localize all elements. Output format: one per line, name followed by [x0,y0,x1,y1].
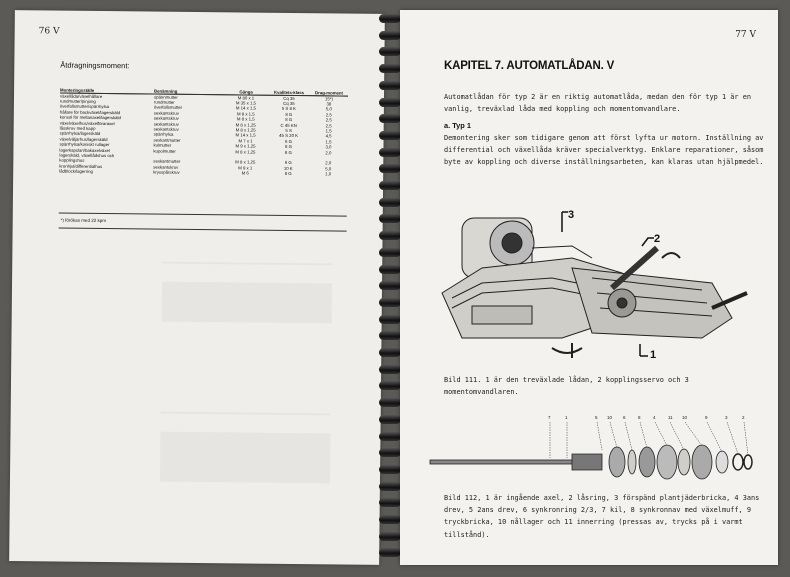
binding-ring [379,381,401,390]
section-heading: a. Typ 1 [444,121,471,130]
table-cell: överfallsmutter [153,104,183,111]
binding-ring [379,482,401,491]
table-cell: M 9 x 1,25 [235,143,256,149]
binding-ring [379,348,401,357]
right-page-number: 77 V [735,30,756,40]
binding-ring [379,14,401,23]
binding-ring [379,198,401,207]
right-page [400,10,778,565]
table-cell: spännmutter [153,94,178,100]
spiral-binding [379,14,401,566]
binding-ring [379,281,401,290]
col-header: Drag-moment [315,89,344,96]
table-cell: 3,0 [325,144,332,150]
transmission-figure [422,198,762,368]
table-cell: 5 S [285,127,292,133]
part-number-label: 5 [595,415,598,420]
table-cell: 2,5 [325,112,332,118]
table-cell: växelväxelhus/växelföraraxel [59,120,115,126]
table-cell: 2,0 [325,149,332,155]
table-cell: lagerskäld, växellådshus och [59,152,115,159]
binding-ring [379,214,401,223]
table-cell: 38 [326,101,332,107]
intro-paragraph: Automatlådan för typ 2 är en riktig automatlåda, medan den för typ 1 är en vanlig, treväxlad låda med koppling och momentomvandlare. [444,93,751,114]
binding-ring [379,365,401,374]
binding-ring [379,98,401,107]
table-cell: sexkantskruv [153,164,179,170]
table-footnote: *) förökas med 22 kpm [60,217,107,224]
part-number-label: 1 [565,415,568,420]
show-through-shadow [162,282,332,324]
binding-ring [379,164,401,173]
table-cell: M 8 x 1,25 [235,148,256,155]
table-cell: 5,0 [325,106,332,112]
table-divider [59,213,347,217]
left-page [9,10,385,565]
table-cell: lagerkapslan/bakaxelväxel [59,147,110,153]
table-cell: C 45 KN [280,122,297,128]
table-cell: sexkantskruv [153,115,179,121]
table-cell: M 14 x 1,5 [235,105,256,111]
figure-label: 2 [654,233,661,245]
binding-ring [379,81,401,90]
binding-ring [379,131,401,140]
binding-ring [379,465,401,474]
table-cell: växelväljarhus/lagerskäld [59,136,108,142]
part-number-label: 11 [668,415,673,420]
binding-ring [379,432,401,441]
table-cell: kronhjul/differentialhus [59,163,103,169]
torque-table [59,75,348,178]
col-header: Gänga [239,88,253,95]
table-cell: spärrhylsa [153,131,174,138]
table-cell: överfallsmutter/spärrhylsa [59,103,110,110]
table-cell: spärrhylsa/lagerskäld [59,130,101,137]
table-cell: 6 G [285,138,293,144]
binding-ring [379,448,401,457]
show-through-shadow [162,262,332,266]
col-header: Benämning [154,88,178,94]
part-number-label: 9 [705,415,708,420]
part-number-label: 10 [682,415,688,420]
left-page-number: 76 V [38,26,60,37]
part-number-label: 4 [653,415,656,420]
table-cell: 1,5 [325,128,332,134]
figure-caption-111: Bild 111. 1 är den treväxlade lådan, 2 kopplingsservo och 3 momentomvandlaren. [444,376,689,397]
table-cell: sexkantmutter [153,137,181,143]
shaft-figure [422,410,756,490]
show-through-shadow [161,412,331,416]
part-number-label: 8 [638,415,641,420]
table-cell: rundmutter/pinjong [59,98,96,104]
table-cell: M 9 x 1 [238,165,253,171]
table-cell: rundmutter [153,99,175,105]
binding-ring [379,548,401,557]
table-cell: M 8 x 1,25 [235,127,256,133]
binding-ring [379,148,401,157]
table-cell: 45 S 20 K [279,133,299,139]
table-cell: kupolmutter [153,148,176,154]
chapter-title: KAPITEL 7. AUTOMATLÅDAN. V [444,60,615,72]
binding-ring [379,265,401,274]
table-cell: konsol för mellanaxel/lagerskäld [59,114,121,121]
binding-ring [379,532,401,541]
table-cell: sexkantskruv [153,110,179,116]
table-cell: 15*) [325,95,333,101]
binding-ring [379,248,401,257]
figure-label: 1 [650,349,657,361]
binding-ring [379,298,401,307]
table-cell: Cq 35 [283,95,295,101]
table-cell: M 8 x 1,5 [236,111,255,117]
binding-ring [379,415,401,424]
table-cell: M 8 x 1,25 [235,159,256,165]
binding-ring [379,331,401,340]
shaft-drawing [430,445,752,479]
table-cell: 8 G [284,149,292,155]
torque-table-title: Åtdragningsmoment: [60,60,130,71]
table-cell: M 8 x 1,25 [235,121,256,128]
part-number-label: 2 [742,415,745,420]
engine-drawing [442,218,747,358]
table-cell: krysspårskruv [153,169,180,176]
table-cell: låsskruv med kapp [59,125,96,131]
binding-ring [379,181,401,190]
table-cell: kopplingshus [59,157,85,164]
binding-ring [379,231,401,240]
table-cell: sexkantskruv [153,126,179,132]
table-cell: 2,0 [325,160,332,166]
show-through-shadow [160,432,331,484]
table-cell: 6 G [284,160,292,166]
table-cell: kulmutter [153,142,172,148]
table-cell: 5 S 8 K [281,106,296,112]
table-cell: 4,5 [325,133,332,139]
table-cell: 8 G [284,171,292,177]
table-cell: 8 G [284,144,292,150]
table-cell: 10 K [283,165,293,171]
part-number-label: 10 [607,415,613,420]
figure-label: 3 [568,209,575,221]
table-cell: sexkantskruv [153,121,179,127]
table-cell: sexkantmutter [153,158,181,165]
table-cell: M 80 x 1 [237,94,255,101]
binding-ring [379,64,401,73]
table-cell: 2,5 [325,122,332,128]
table-cell: 8 G [285,117,293,123]
part-number-label: 3 [725,415,728,420]
table-divider [59,228,347,232]
col-header: Kvalitets-klass [273,89,305,95]
binding-ring [379,515,401,524]
table-cell: M 6 [241,170,249,176]
table-cell: 1,0 [325,171,332,177]
binding-ring [379,114,401,123]
col-header: Monteringsställe [60,87,95,93]
callout-line [642,238,654,246]
table-cell: 5,0 [325,166,332,172]
table-cell: M 14 x 1,5 [235,132,256,138]
binding-ring [379,498,401,507]
table-cell: 2,5 [325,117,332,123]
table-cell: hållare för backväxel/lagerskäld [59,109,121,115]
binding-ring [379,31,401,40]
table-cell: M 7 x 1 [238,138,253,144]
part-number-label: 6 [623,415,626,420]
table-cell: växellåda/växelhållare [59,93,103,99]
binding-ring [379,315,401,324]
binding-ring [379,398,401,407]
table-cell: M 8 x 1,5 [236,116,255,122]
binding-ring [379,47,401,56]
table-cell: Cq 35 [283,100,295,106]
table-cell: lådblock/lagerring [59,168,93,175]
table-cell: 1,5 [325,139,332,145]
table-cell: spärrhylsa/koniskt rullager [59,141,110,148]
table-cell: 8 G [285,111,293,117]
body-paragraph: Demontering sker som tidigare genom att först lyfta ur motorn. Inställning av differential och växellåda kräver specialverktyg. Enklare reparationer, såsom byte av koppling och diverse inställningsarbeten, kan klaras utan hjälpmedel. [444,134,764,167]
table-cell: M 35 x 1,5 [235,100,256,106]
figure-caption-112: Bild 112, 1 är ingående axel, 2 låsring, 3 förspänd plantjäderbricka, 4 3ans drev, 5 2ans drev, 6 synkronring 2/3, 7 kil, 8 synkronnav med växelmuff, 9 tryckbricka, 10 nållager och 11 innerring (pressas av, trycks på i varmt tillstånd). [444,494,760,539]
part-number-label: 7 [548,415,551,420]
